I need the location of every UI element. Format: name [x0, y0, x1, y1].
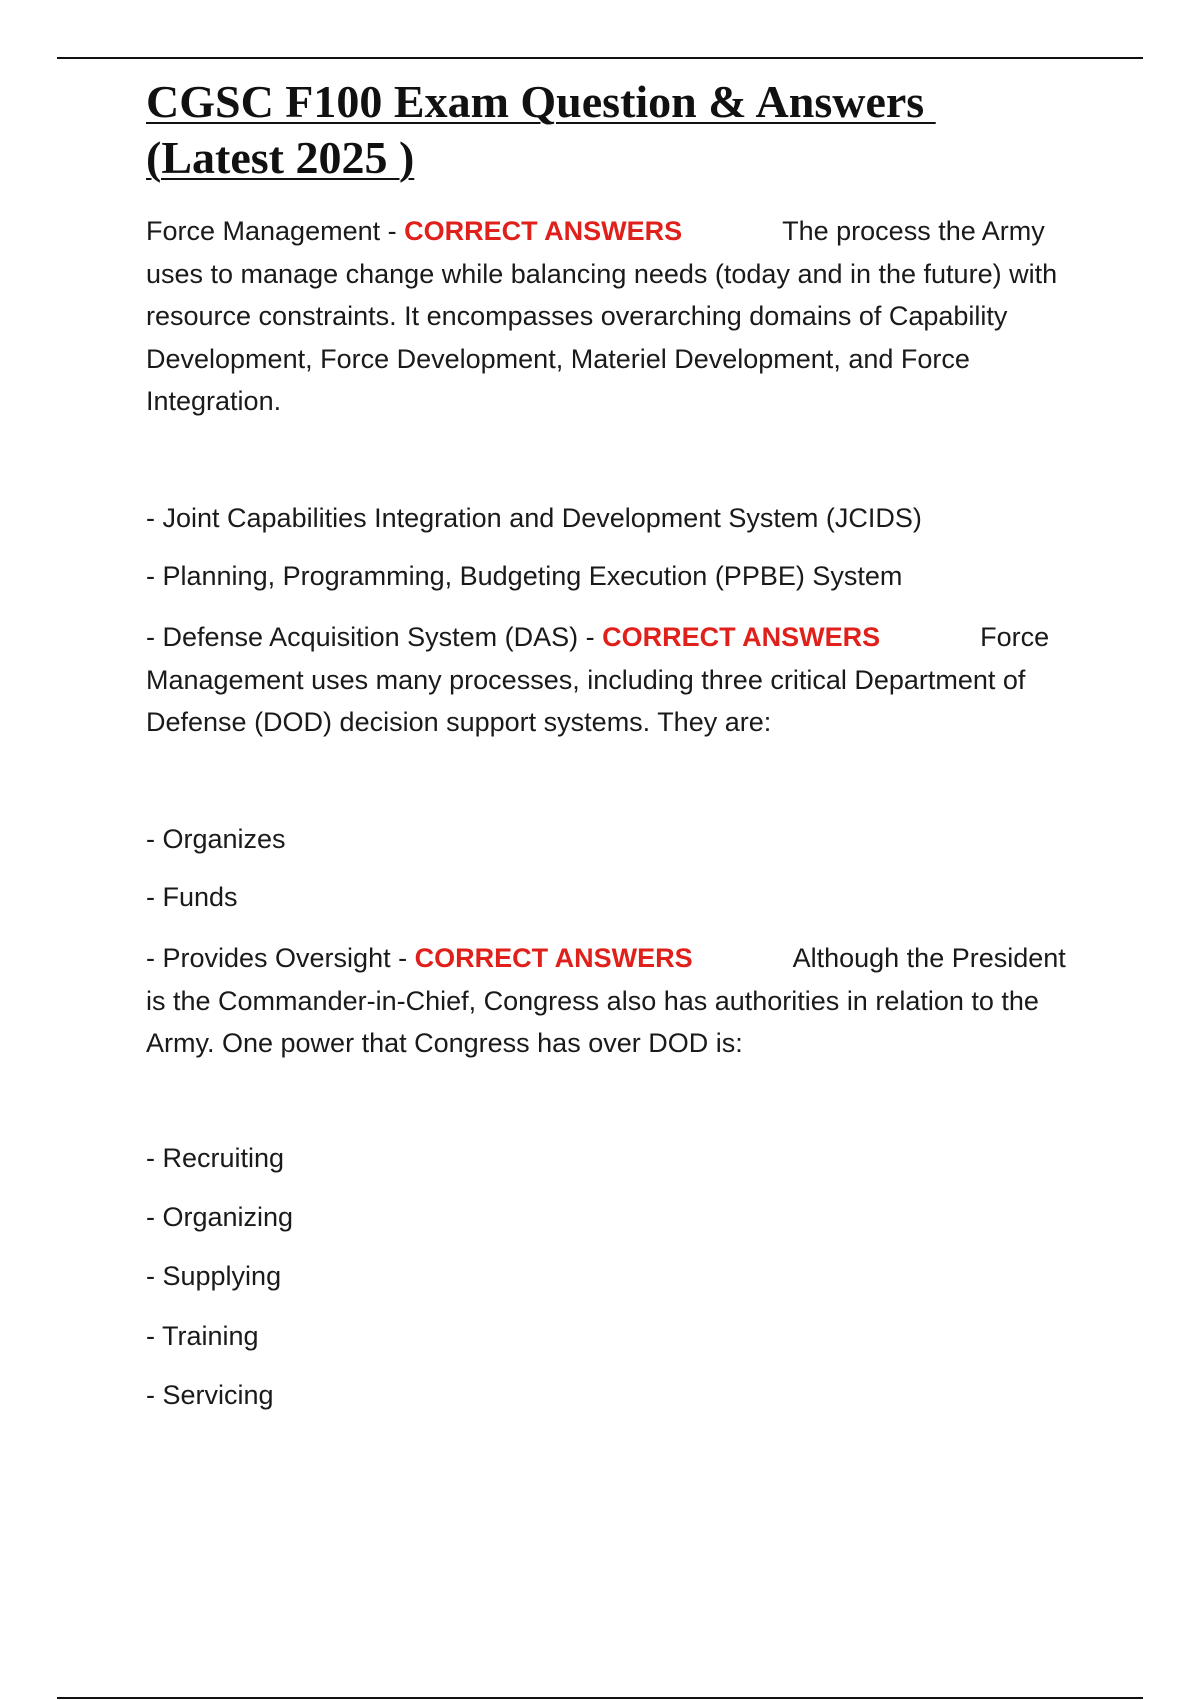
- question-text: - Defense Acquisition System (DAS) -: [146, 622, 603, 652]
- page-title: [146, 74, 1146, 186]
- list-item: - Training: [146, 1321, 259, 1351]
- footer-rule: [57, 1697, 1143, 1699]
- title-line-1: CGSC F100 Exam Question & Answers: [146, 76, 936, 127]
- title-line-2: (Latest 2025 ): [146, 132, 415, 183]
- list-item: - Recruiting: [146, 1143, 285, 1173]
- question-text: Force Management -: [146, 216, 405, 246]
- answer-text: Force Management uses many processes, including three critical Department of Defense (DOD) decision support systems. They are:: [146, 622, 1050, 737]
- list-item: - Joint Capabilities Integration and Development System (JCIDS): [146, 503, 922, 533]
- header-rule: [57, 57, 1143, 59]
- list-item: - Funds: [146, 882, 238, 912]
- qa-paragraph: [146, 210, 1078, 423]
- correct-answers-label: CORRECT ANSWERS: [602, 622, 881, 652]
- answer-text: The process the Army uses to manage change while balancing needs (today and in the future) with resource constraints. It encompasses overarching domains of Capability Development, Force Development, Materiel Development, and Force Integration.: [146, 216, 1058, 416]
- list-item: - Organizes: [146, 824, 286, 854]
- correct-answers-label: CORRECT ANSWERS: [404, 216, 683, 246]
- answer-text: Although the President is the Commander-in-Chief, Congress also has authorities in relation to the Army. One power that Congress has over DOD is:: [146, 943, 1066, 1058]
- qa-item-1: [146, 210, 1078, 423]
- qa-paragraph: [146, 616, 1078, 744]
- list-item: - Planning, Programming, Budgeting Execution (PPBE) System: [146, 561, 903, 591]
- question-text: - Provides Oversight -: [146, 943, 415, 973]
- qa-paragraph: [146, 937, 1078, 1065]
- list-item: - Supplying: [146, 1261, 282, 1291]
- qa-item-2: [146, 616, 1078, 744]
- qa-item-3: [146, 937, 1078, 1065]
- list-item: - Servicing: [146, 1380, 274, 1410]
- list-item: - Organizing: [146, 1202, 294, 1232]
- correct-answers-label: CORRECT ANSWERS: [414, 943, 693, 973]
